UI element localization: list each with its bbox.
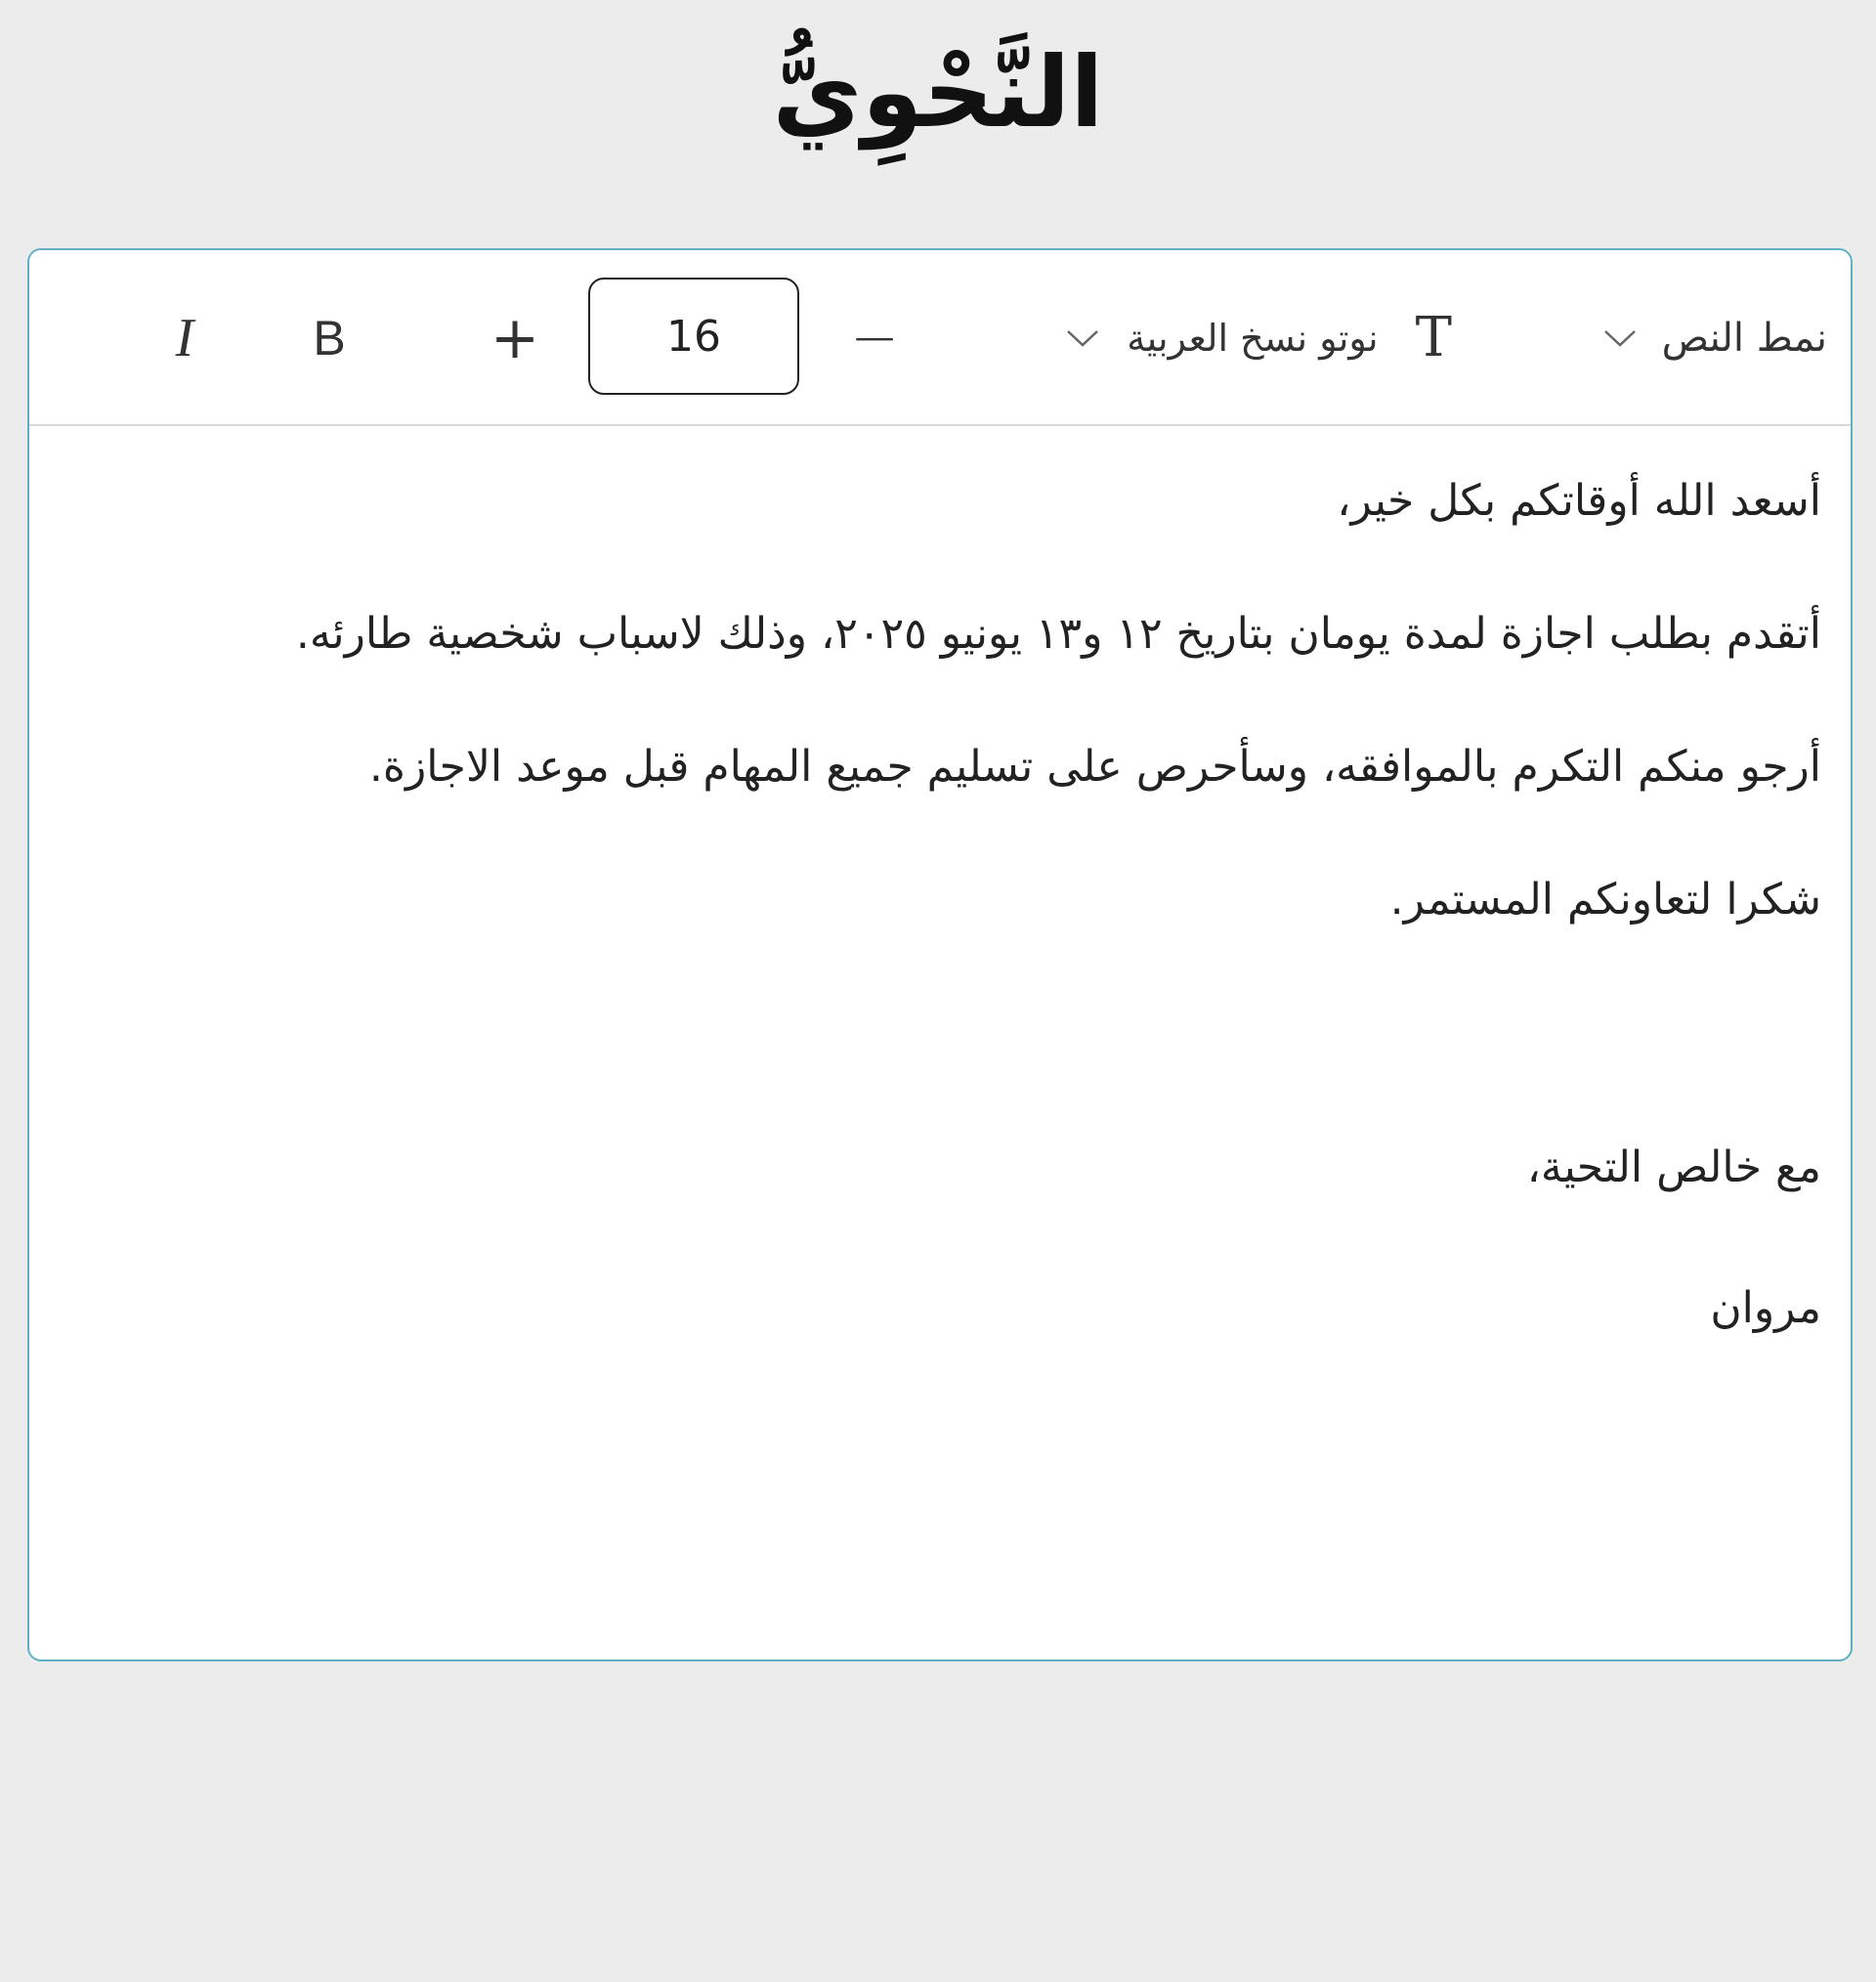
font-family-dropdown[interactable]	[1066, 250, 1452, 426]
font-size-input[interactable]: 16	[588, 278, 799, 395]
greeting-line: أسعد الله أوقاتكم بكل خير،	[1337, 476, 1821, 526]
italic-button[interactable]	[150, 250, 219, 426]
bold-icon: B	[313, 311, 346, 366]
font-family-label: نوتو نسخ العربية	[1127, 317, 1379, 360]
signature-line: مروان	[1710, 1283, 1821, 1333]
chevron-down-icon	[1603, 328, 1637, 348]
blank-line	[59, 956, 1821, 1112]
decrease-font-size-button[interactable]	[840, 250, 909, 426]
editor-toolbar	[29, 250, 1851, 426]
font-icon: T	[1415, 306, 1452, 369]
request-paragraph: أتقدم بطلب اجازة لمدة يومان بتاريخ ١٢ و١٣ يونيو ٢٠٢٥، وذلك لاسباب شخصية طارئه.	[295, 609, 1821, 659]
closing-line: مع خالص التحية،	[1526, 1142, 1821, 1192]
plus-icon: +	[490, 304, 540, 372]
italic-icon: I	[175, 308, 194, 368]
increase-font-size-button[interactable]	[481, 250, 549, 426]
thanks-line: شكرا لتعاونكم المستمر.	[1389, 875, 1821, 925]
commitment-paragraph: أرجو منكم التكرم بالموافقه، وسأحرص على تسليم جميع المهام قبل موعد الاجازة.	[368, 742, 1821, 792]
chevron-down-icon	[1066, 328, 1099, 348]
editor-content[interactable]	[29, 426, 1851, 1364]
text-style-dropdown[interactable]	[1603, 250, 1827, 426]
text-editor	[27, 248, 1853, 1661]
minus-icon: −	[849, 304, 900, 372]
app-title: النَّحْوِيُّ	[772, 35, 1104, 150]
text-style-label: نمط النص	[1661, 316, 1827, 361]
bold-button[interactable]	[295, 250, 363, 426]
